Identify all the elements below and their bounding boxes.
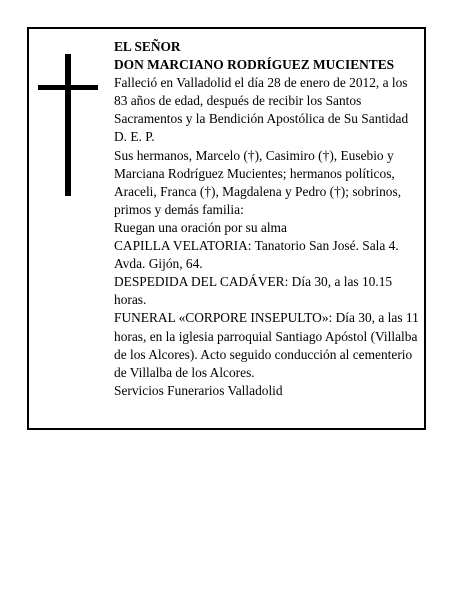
cross-horizontal-bar [38, 85, 98, 90]
prayer-request: Ruegan una oración por su alma [114, 219, 287, 235]
funeral-services-provider: Servicios Funerarios Valladolid [114, 382, 283, 398]
funeral-info: FUNERAL «CORPORE INSEPULTO»: Día 30, a las 11 horas, en la iglesia parroquial Santiago Apóstol (Villalba de los Alcores). Acto seguido conducción al cementerio de Villalba de los Alcores. [114, 310, 419, 380]
farewell-info: DESPEDIDA DEL CADÁVER: Día 30, a las 10.15 horas. [114, 274, 393, 308]
latin-cross-icon [38, 54, 98, 196]
death-info: Falleció en Valladolid el día 28 de enero de 2012, a los 83 años de edad, después de recibir los Santos Sacramentos y la Bendición Apostólica de Su Santidad [114, 75, 409, 127]
deceased-name: DON MARCIANO RODRÍGUEZ MUCIENTES [114, 57, 395, 73]
family-list: Sus hermanos, Marcelo (†), Casimiro (†), Eusebio y Marciana Rodríguez Mucientes; hermanos políticos, Araceli, Franca (†), Magdalena y Pedro (†); sobrinos, primos y demás familia: [114, 147, 402, 217]
dep-line: D. E. P. [114, 129, 155, 145]
title-honorific: EL SEÑOR [114, 39, 181, 54]
cross-vertical-bar [65, 54, 71, 196]
wake-chapel-info: CAPILLA VELATORIA: Tanatorio San José. Sala 4. Avda. Gijón, 64. [114, 238, 399, 272]
obituary-text-block [114, 38, 424, 400]
